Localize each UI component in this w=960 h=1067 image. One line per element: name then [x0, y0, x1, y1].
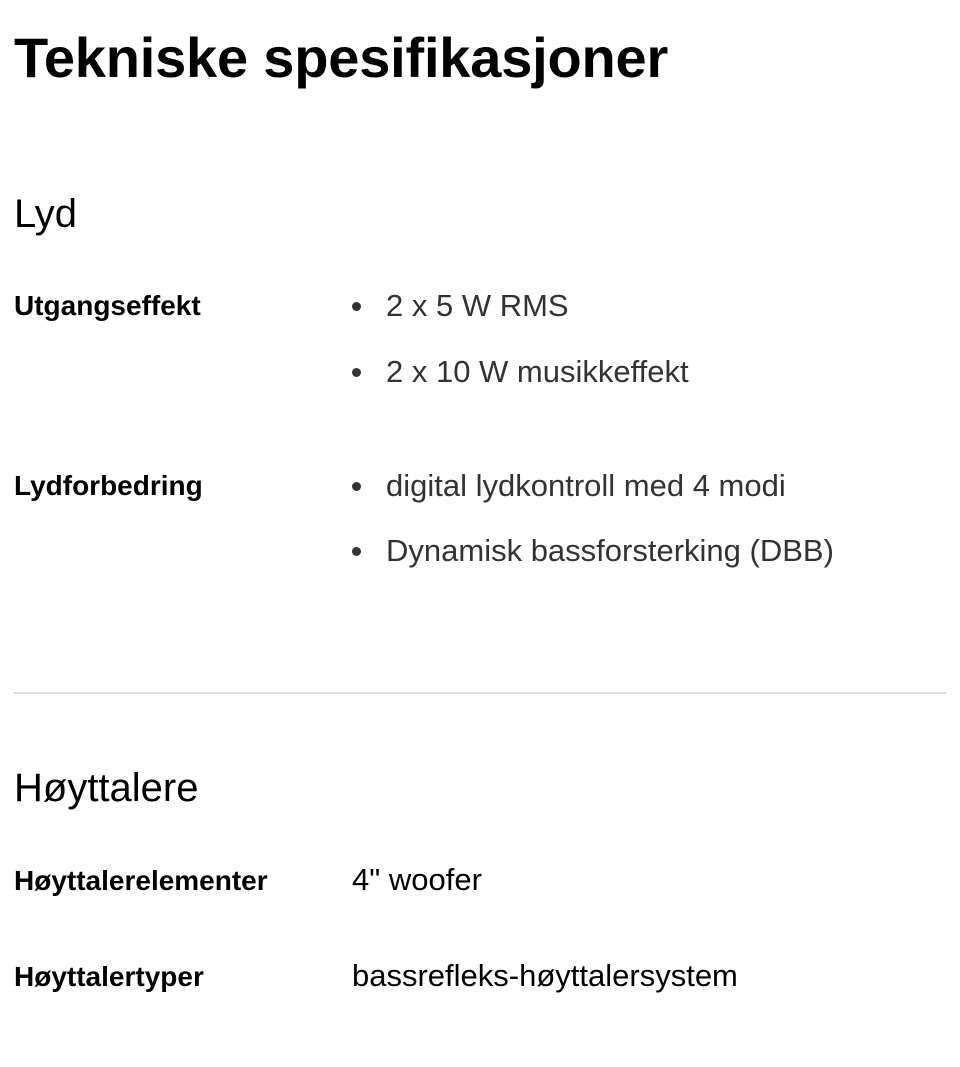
- bullet-icon: [352, 368, 361, 377]
- bullet-icon: [352, 482, 361, 491]
- spec-label-hoyttalertyper: Høyttalertyper: [14, 961, 204, 992]
- section-divider: [14, 692, 946, 694]
- page-title: Tekniske spesifikasjoner: [14, 26, 669, 89]
- spec-value-text: digital lydkontroll med 4 modi: [386, 468, 786, 503]
- bullet-icon: [352, 547, 361, 556]
- spec-label-hoyttalerelementer: Høyttalerelementer: [14, 865, 268, 896]
- spec-value-text: 2 x 10 W musikkeffekt: [386, 354, 689, 389]
- spec-label-utgangseffekt: Utgangseffekt: [14, 290, 201, 321]
- spec-value-text: Dynamisk bassforsterking (DBB): [386, 533, 834, 568]
- bullet-icon: [352, 302, 361, 311]
- spec-value-text: 2 x 5 W RMS: [386, 288, 569, 323]
- spec-value-text: bassrefleks-høyttalersystem: [352, 958, 738, 993]
- section-heading-hoyttalere: Høyttalere: [14, 766, 199, 810]
- section-heading-lyd: Lyd: [14, 192, 78, 236]
- spec-value-text: 4" woofer: [352, 862, 482, 897]
- spec-label-lydforbedring: Lydforbedring: [14, 470, 203, 501]
